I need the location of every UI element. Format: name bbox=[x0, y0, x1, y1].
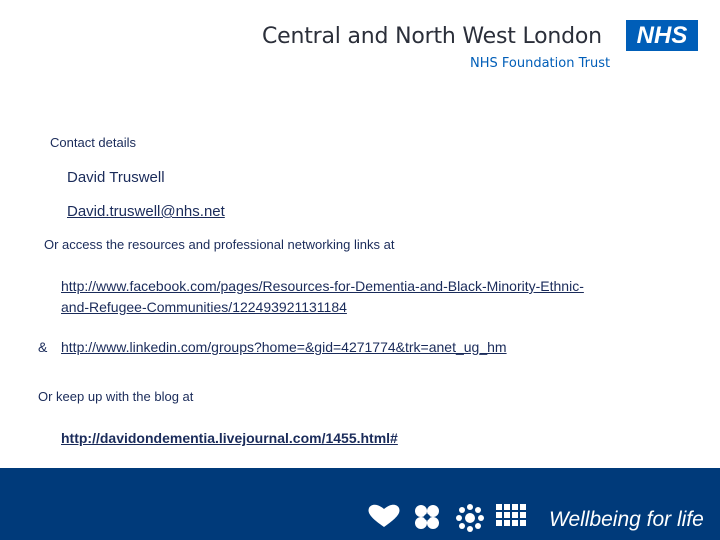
blog-intro: Or keep up with the blog at bbox=[38, 389, 194, 404]
linkedin-link[interactable]: http://www.linkedin.com/groups?home=&gid=4271774&trk=anet_ug_hm bbox=[61, 339, 507, 355]
header-org-name: Central and North West London bbox=[262, 24, 602, 49]
facebook-link[interactable] bbox=[61, 276, 584, 318]
contact-name: David Truswell bbox=[67, 169, 165, 186]
footer-tagline: Wellbeing for life bbox=[549, 508, 704, 531]
resources-intro: Or access the resources and professional networking links at bbox=[44, 237, 395, 252]
ampersand: & bbox=[38, 339, 48, 355]
heart-icon bbox=[365, 503, 403, 529]
nhs-logo: NHS bbox=[626, 20, 698, 51]
facebook-link-line1: http://www.facebook.com/pages/Resources-for-Dementia-and-Black-Minority-Ethnic- bbox=[61, 278, 584, 294]
email-link[interactable]: David.truswell@nhs.net bbox=[67, 203, 225, 220]
facebook-link-line2: and-Refugee-Communities/122493921131184 bbox=[61, 299, 347, 315]
blog-link[interactable]: http://davidondementia.livejournal.com/1455.html# bbox=[61, 430, 398, 446]
grid-icon bbox=[495, 503, 529, 533]
sun-icon bbox=[455, 503, 485, 533]
flower-icon bbox=[412, 503, 442, 531]
contact-heading: Contact details bbox=[50, 135, 136, 150]
header-subtitle: NHS Foundation Trust bbox=[470, 56, 611, 71]
